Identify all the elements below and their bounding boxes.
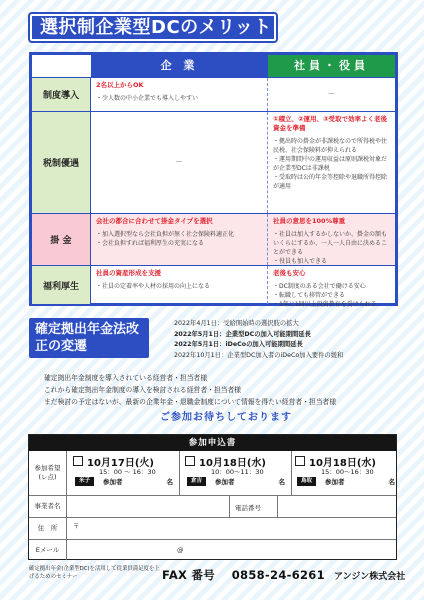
employee-cell [268, 266, 395, 308]
email-label: Eメール [29, 540, 67, 560]
enterprise-bullet: ・社員の定着率や人材の採用の向上になる [96, 283, 211, 290]
enterprise-highlight: 会社の都合に合わせて掛金タイプを選択 [96, 217, 213, 225]
form-title: 参加申込書 [29, 435, 396, 451]
session-label-main: 参加希望 [34, 464, 61, 472]
session-label [29, 451, 67, 495]
enterprise-cell [91, 112, 268, 213]
session-time: 10：00～11：30 [211, 468, 264, 476]
fax-label: FAX 番号 [162, 568, 216, 582]
session-time: 15：00～16：30 [321, 468, 374, 476]
employee-bullet: ・役員も加入できる [273, 258, 328, 265]
employee-bullet: ・拠出時の掛金が非課税なので所得税や住民税、社会保険料が抑えられる [273, 138, 388, 154]
email-field[interactable] [69, 541, 394, 559]
address-field[interactable] [85, 519, 390, 539]
participants-label: 参加者 [325, 478, 345, 486]
session-slot-tottori [295, 455, 399, 491]
address-label: 住 所 [29, 518, 67, 539]
page-title: 選択制企業型DCのメリット [30, 14, 276, 41]
row-label: 税制優遇 [32, 112, 91, 213]
employee-bullet: ・1年に1回以上投資教育を受けられる [273, 301, 377, 308]
audience-line: まだ検討の予定はないが、最新の企業年金・退職金制度について情報を得たい経営者・担当者様 [44, 398, 337, 406]
employee-bullet: ・転職しても移管ができる [273, 292, 346, 299]
field-divider [229, 496, 230, 517]
employee-bullet: ・社員は加入するかしないか、掛金の額もいくらにするか、一人一人自由に決めることができる [273, 231, 388, 256]
enterprise-highlight: 2名以上からOK [96, 81, 144, 89]
session-checkbox[interactable] [185, 456, 195, 466]
law-change-schedule [174, 319, 414, 361]
slot-divider [291, 451, 292, 495]
session-city-badge: 倉吉 [187, 477, 206, 486]
form-row-email [29, 539, 396, 560]
form-row-company [29, 495, 396, 517]
employee-dash: － [327, 89, 336, 98]
participants-label: 参加者 [215, 478, 235, 486]
participants-unit: 名 [166, 478, 173, 486]
table-corner [32, 55, 91, 77]
enterprise-highlight: 社員の資産形成を支援 [96, 269, 161, 277]
employee-highlight: ①積立、②運用、③受取で効率よく老後資金を準備 [273, 115, 388, 132]
column-header-enterprise: 企 業 [91, 55, 268, 77]
application-form [28, 434, 397, 560]
participants-label: 参加者 [103, 478, 123, 486]
table-row-welfare [32, 265, 395, 308]
session-label-sub: (レ点) [38, 473, 57, 481]
employee-bullet: ・運用期間中の運用収益は原則課税対象だが企業型DCは非課税 [273, 156, 388, 172]
schedule-item: 2022年5月1日：iDeCoの加入可能期間延長 [174, 341, 303, 348]
company-label: 事業者名 [29, 496, 67, 517]
footer-note: 確定拠出年金(企業型DC)を活用して従業員満足度を上げるためのセミナー [29, 566, 160, 580]
schedule-item: 2022年5月1日：企業型DCの加入可能期間延長 [174, 330, 311, 338]
employee-bullet: ・DC制度のある会社で働ける安心 [273, 283, 366, 290]
session-city-badge: 鳥取 [297, 477, 316, 486]
session-date: 10月18日(水) [309, 458, 376, 469]
participants-unit: 名 [278, 478, 285, 486]
phone-field[interactable] [279, 497, 394, 517]
employee-bullet: ・受取時は公的年金等控除や退職所得控除が適用 [273, 174, 388, 190]
column-header-employee: 社員・役員 [268, 55, 395, 77]
schedule-item: 2022年10月1日：企業型DC加入者のiDeCo加入要件の緩和 [174, 351, 344, 359]
postal-mark: 〒 [73, 522, 80, 530]
enterprise-dash: － [175, 157, 183, 166]
employee-highlight: 社員の意思を100%尊重 [273, 217, 346, 225]
row-label: 掛 金 [32, 214, 91, 265]
field-divider [277, 496, 278, 517]
company-name-field[interactable] [69, 497, 229, 517]
audience-line: これから確定拠出年金制度の導入を検討される経営者・担当者様 [44, 386, 242, 394]
enterprise-cell [91, 78, 268, 111]
form-row-address [29, 517, 396, 539]
session-date: 10月17日(火) [87, 458, 154, 469]
enterprise-cell [91, 266, 268, 304]
table-row-introduction [32, 77, 395, 111]
waiting-message: ご参加お待ちしております [160, 412, 292, 423]
enterprise-cell [91, 214, 268, 265]
employee-cell [268, 112, 395, 213]
session-checkbox[interactable] [73, 456, 83, 466]
employee-cell [268, 78, 395, 111]
participants-unit: 名 [388, 478, 395, 486]
table-row-contribution [32, 213, 395, 265]
table-row-tax [32, 111, 395, 213]
enterprise-bullet: ・少人数の中小企業でも導入しやすい [96, 95, 199, 102]
form-row-session [29, 451, 396, 495]
schedule-item: 2022年4月1日：受給開始時の選択肢の拡大 [174, 320, 299, 327]
row-label: 福利厚生 [32, 266, 91, 304]
session-date: 10月18日(水) [199, 458, 266, 469]
enterprise-bullet: ・加入選択型なら会社負担が無く社会保険料適正化 [96, 231, 235, 238]
company-name: アンジン株式会社 [334, 572, 406, 582]
phone-label: 電話番号 [235, 504, 261, 512]
session-checkbox[interactable] [295, 456, 305, 466]
target-audience [44, 372, 416, 408]
audience-line: 確定拠出年金制度を導入されている経営者・担当者様 [44, 374, 208, 382]
fax-number [162, 567, 325, 583]
employee-cell [268, 214, 395, 265]
merit-table [29, 52, 398, 306]
law-change-title: 確定拠出年金法改正の変遷 [29, 318, 149, 358]
slot-divider [179, 451, 180, 495]
session-time: 15：00 ～ 16：30 [99, 468, 156, 476]
fax-value: 0858-24-6261 [231, 568, 325, 582]
session-city-badge: 米子 [75, 477, 94, 486]
session-slot-yonago [73, 455, 177, 491]
row-label: 制度導入 [32, 78, 91, 111]
enterprise-bullet: ・会社負担すれば福利厚生の充実になる [96, 240, 205, 247]
employee-highlight: 老後も安心 [273, 269, 306, 277]
session-slot-kurayoshi [185, 455, 289, 491]
at-mark: @ [177, 546, 184, 554]
